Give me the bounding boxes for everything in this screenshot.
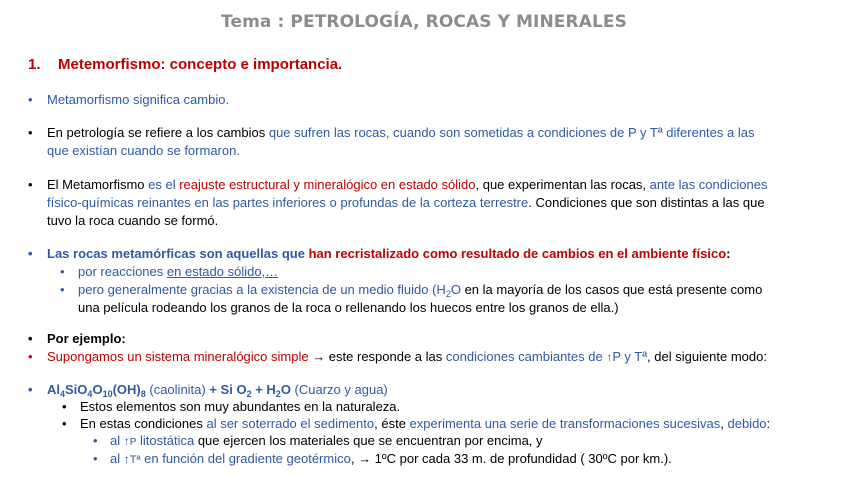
text-run: experimenta una serie de transformaciones sucesivas [409, 416, 721, 431]
text-run: en estado sólido,… [166, 264, 279, 279]
text-run: , → 1ºC por cada 33 m. de profundidad ( 30ºC por km.). [350, 451, 672, 466]
text-run: Tª [129, 454, 141, 466]
text-run: En petrología se refiere a los cambios [47, 125, 269, 140]
sub-sub-bullet-line [110, 432, 543, 452]
text-run: El Metamorfismo [47, 177, 149, 192]
bullet-line: que existían cuando se formaron. [47, 143, 240, 158]
text-run: , éste [374, 416, 410, 431]
text-run: debido [727, 416, 767, 431]
text-run: que sufren las rocas, cuando son sometidas a condiciones de P y Tª diferentes a las [268, 125, 755, 140]
bullet-line [47, 124, 754, 142]
text-run: P y Tª [612, 349, 648, 364]
formula-name: (Cuarzo y agua) [290, 382, 388, 397]
formula-part: O [92, 382, 103, 397]
formula-part: + Si O [209, 382, 247, 397]
text-run: ante las condiciones [649, 177, 768, 192]
sub-bullet-marker: • [60, 264, 65, 279]
text-run: : [766, 416, 771, 431]
section-heading [28, 56, 342, 73]
bullet-line: tuvo la roca cuando se formó. [47, 213, 219, 228]
bullet-line [47, 194, 765, 212]
text-run: en la mayoría de los casos que está presente como [460, 282, 763, 297]
formula-part: SiO [65, 382, 88, 397]
text-run: por reacciones [78, 264, 167, 279]
text-run: al ser soterrado el sedimento [206, 416, 375, 431]
text-run: físico-químicas reinantes en las partes inferiores o profundas de la corteza terrestre [47, 195, 529, 210]
subscript: 8 [140, 389, 146, 399]
bullet-marker: • [28, 349, 33, 364]
text-run: , [720, 416, 728, 431]
bullet-line [47, 348, 767, 366]
bullet-marker: • [28, 125, 33, 140]
subscript: 2 [275, 389, 281, 399]
text-run: . Condiciones que son distintas a las que [528, 195, 765, 210]
sub-bullet-line [78, 263, 278, 281]
sub-bullet-marker: • [62, 416, 67, 431]
formula-part: Al [47, 382, 60, 397]
text-run: Supongamos un sistema mineralógico simple [47, 349, 309, 364]
bullet-line [47, 176, 767, 194]
subscript: 4 [60, 389, 66, 399]
subscript: 2 [445, 289, 451, 299]
formula-part: O [280, 382, 291, 397]
subscript: 4 [87, 389, 93, 399]
text-run: en función del gradiente geotérmico [140, 451, 351, 466]
text-run: han recristalizado como resultado de cambios en el ambiente físico [308, 246, 727, 261]
slide-title: Tema : PETROLOGÍA, ROCAS Y MINERALES [221, 12, 627, 32]
text-run: al [110, 451, 124, 466]
formula-line [47, 381, 388, 399]
sub-bullet-line: una película rodeando los granos de la roca o rellenando los huecos entre los granos de ella.) [78, 300, 619, 315]
text-run: O [450, 282, 461, 297]
bullet-marker: • [28, 382, 33, 397]
text-run: En estas condiciones [80, 416, 207, 431]
section-heading-text: Metemorfismo: concepto e importancia. [58, 56, 343, 73]
bullet-marker: • [28, 177, 33, 192]
arrow-up-icon: ↑ [606, 350, 613, 364]
text-run: condiciones cambiantes de [445, 349, 607, 364]
text-run: , que experimentan las rocas, [475, 177, 650, 192]
arrow-up-icon: ↑ [123, 452, 130, 466]
subscript: 10 [102, 389, 113, 399]
text-run: Las rocas metamórficas son aquellas que [47, 246, 309, 261]
bullet-line [47, 245, 730, 263]
text-run: P [129, 437, 137, 448]
text-run: , del siguiente modo: [647, 349, 767, 364]
text-run: → este responde a las [308, 349, 446, 364]
sub-bullet-line [78, 281, 762, 299]
sub-bullet-line [80, 415, 770, 433]
formula-part: (OH) [112, 382, 141, 397]
sub-sub-bullet-line [110, 450, 672, 469]
text-run: : [726, 246, 731, 261]
sub-bullet-marker: • [60, 282, 65, 297]
bullet-marker: • [28, 331, 33, 346]
sub-bullet-line: Estos elementos son muy abundantes en la naturaleza. [80, 399, 401, 414]
bullet-text: Metamorfismo significa cambio. [47, 92, 230, 107]
subscript: 2 [246, 389, 252, 399]
section-number: 1. [28, 56, 41, 73]
text-run: al [110, 433, 124, 448]
sub-sub-bullet-marker: • [93, 451, 98, 466]
formula-part: + H [251, 382, 276, 397]
text-run: es el [148, 177, 180, 192]
bullet-text: Por ejemplo: [47, 331, 126, 346]
text-run: que ejercen los materiales que se encuentran por encima, y [197, 433, 543, 448]
formula-name: (caolinita) [145, 382, 210, 397]
arrow-up-icon: ↑ [123, 434, 130, 448]
bullet-marker: • [28, 92, 33, 107]
text-run: reajuste estructural y mineralógico en estado sólido [179, 177, 476, 192]
sub-sub-bullet-marker: • [93, 433, 98, 448]
bullet-marker: • [28, 246, 33, 261]
text-run: pero generalmente gracias a la existencia de un medio fluido (H [78, 282, 446, 297]
sub-bullet-marker: • [62, 399, 67, 414]
text-run: litostática [136, 433, 198, 448]
